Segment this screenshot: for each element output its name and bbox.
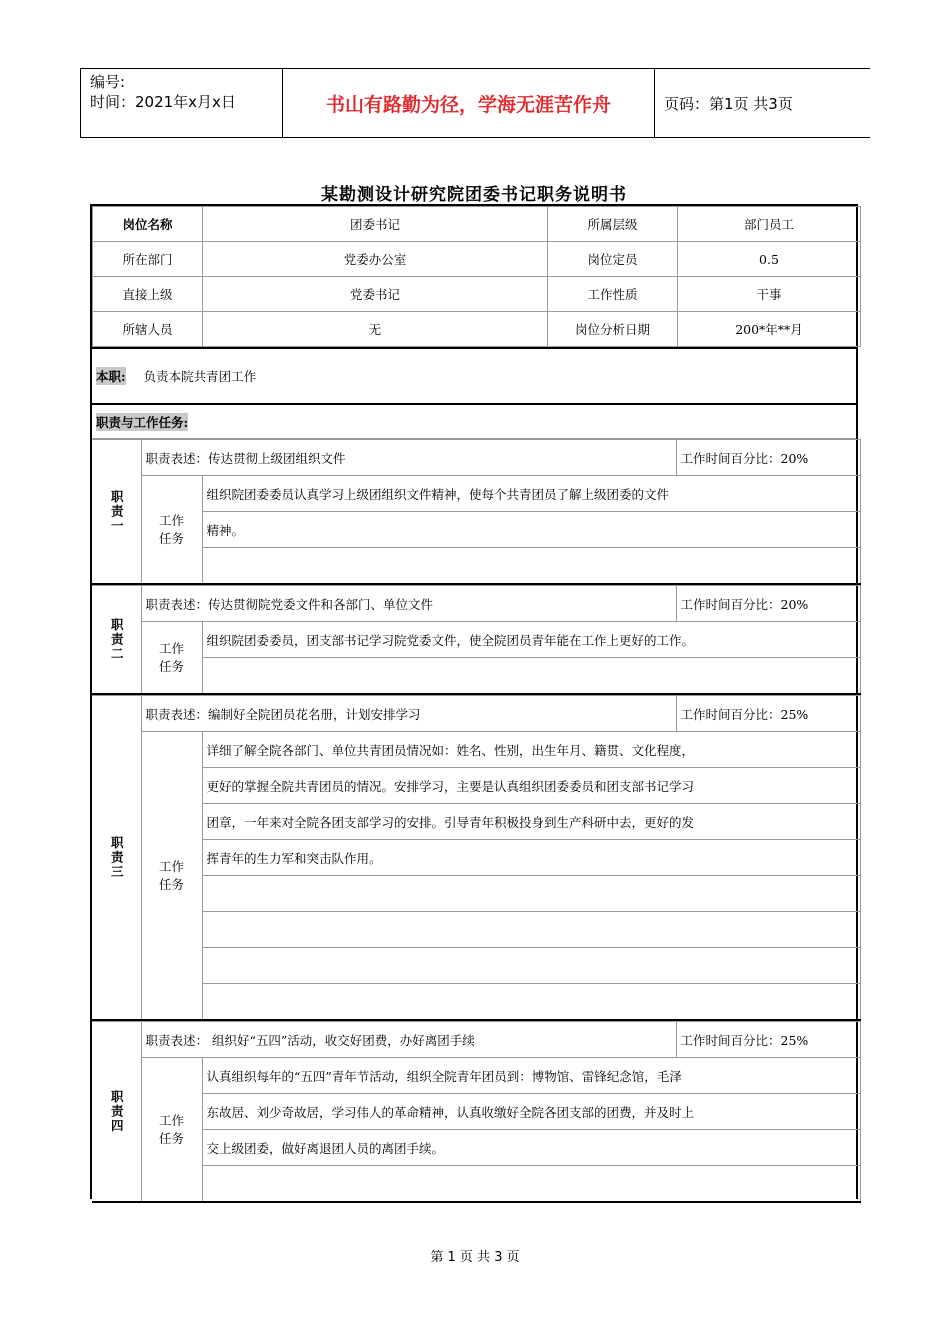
- benzhi-text: 负责本院共青团工作: [143, 369, 257, 384]
- task-line: 交上级团委，做好离退团人员的离团手续。: [202, 1130, 860, 1166]
- task-line: [202, 948, 860, 984]
- task-line: [202, 1166, 860, 1203]
- task-line: 认真组织每年的“五四”青年节活动，组织全院青年团员到：博物馆、雷锋纪念馆，毛泽: [202, 1058, 860, 1094]
- task-line: 组织院团委委员，团支部书记学习院党委文件，使全院团员青年能在工作上更好的工作。: [202, 622, 860, 658]
- task-label-text: 工作任务: [158, 640, 184, 674]
- header-meta: [80, 69, 283, 137]
- task-line: [202, 912, 860, 948]
- info-label: 岗位分析日期: [548, 312, 678, 347]
- info-value: 团委书记: [203, 207, 548, 242]
- page-footer: 第 1 页 共 3 页: [430, 1250, 520, 1265]
- duty-label: 职责一: [92, 440, 141, 585]
- benzhi-label: 本职:: [96, 369, 126, 384]
- duty-percent: 工作时间百分比：20%: [676, 586, 860, 622]
- number-label: 编号:: [90, 73, 126, 91]
- info-value: 200*年**月: [678, 312, 861, 347]
- info-value: 0.5: [678, 242, 861, 277]
- duty-label: 职责二: [92, 586, 141, 695]
- info-row: [93, 242, 861, 277]
- task-line: 详细了解全院各部门、单位共青团员情况如：姓名、性别，出生年月、籍贯、文化程度，: [202, 732, 860, 768]
- task-line: [202, 984, 860, 1021]
- duty-percent: 工作时间百分比：20%: [676, 440, 860, 476]
- duty-block: [92, 439, 861, 585]
- duty-label: 职责四: [92, 1022, 141, 1203]
- duty-percent: 工作时间百分比：25%: [676, 696, 860, 732]
- task-label-text: 工作任务: [158, 512, 184, 546]
- task-line: [202, 876, 860, 912]
- info-value: 党委书记: [203, 277, 548, 312]
- duty-percent: 工作时间百分比：25%: [676, 1022, 860, 1058]
- page-header: [80, 68, 870, 138]
- info-label: 所属层级: [548, 207, 678, 242]
- info-label: 岗位名称: [93, 207, 203, 242]
- task-label: [141, 1058, 202, 1203]
- job-description-form: [90, 204, 858, 1199]
- duty-statement: 职责表述： 组织好“五四”活动，收交好团费，办好离团手续: [141, 1022, 676, 1058]
- info-value: 无: [203, 312, 548, 347]
- task-line: 精神。: [202, 512, 860, 548]
- duty-block: [92, 1021, 861, 1203]
- task-line: 组织院团委委员认真学习上级团组织文件精神，使每个共青团员了解上级团委的文件: [202, 476, 860, 512]
- info-label: 所在部门: [93, 242, 203, 277]
- info-label: 工作性质: [548, 277, 678, 312]
- time-label: 时间：2021年x月x日: [90, 93, 236, 111]
- task-label: [141, 732, 202, 1021]
- duty-block: [92, 585, 861, 695]
- task-line: 挥青年的生力军和突击队作用。: [202, 840, 860, 876]
- info-label: 岗位定员: [548, 242, 678, 277]
- task-label: [141, 476, 202, 585]
- header-page-code: 页码：第1页 共3页: [664, 94, 793, 113]
- task-line: 团章，一年来对全院各团支部学习的安排。引导青年积极投身到生产科研中去，更好的发: [202, 804, 860, 840]
- info-table: [92, 206, 861, 347]
- info-value: 党委办公室: [203, 242, 548, 277]
- task-line: 更好的掌握全院共青团员的情况。安排学习，主要是认真组织团委委员和团支部书记学习: [202, 768, 860, 804]
- info-row: [93, 312, 861, 347]
- task-line: [202, 658, 860, 695]
- document-title: 某勘测设计研究院团委书记职务说明书: [321, 185, 627, 205]
- duties-list: [92, 439, 856, 1203]
- task-label-text: 工作任务: [158, 1112, 184, 1146]
- benzhi-section: [92, 347, 856, 405]
- info-value: 干事: [678, 277, 861, 312]
- info-label: 所辖人员: [93, 312, 203, 347]
- duty-label: 职责三: [92, 696, 141, 1021]
- info-value: 部门员工: [678, 207, 861, 242]
- task-line: [202, 548, 860, 585]
- duty-statement: 职责表述：传达贯彻上级团组织文件: [141, 440, 676, 476]
- duties-header: [92, 405, 856, 439]
- task-label-text: 工作任务: [158, 858, 184, 892]
- info-label: 直接上级: [93, 277, 203, 312]
- duties-header-label: 职责与工作任务:: [96, 414, 189, 430]
- task-label: [141, 622, 202, 695]
- duty-statement: 职责表述：编制好全院团员花名册，计划安排学习: [141, 696, 676, 732]
- info-row: [93, 277, 861, 312]
- duty-statement: 职责表述：传达贯彻院党委文件和各部门、单位文件: [141, 586, 676, 622]
- task-line: 东故居、刘少奇故居，学习伟人的革命精神，认真收缴好全院各团支部的团费，并及时上: [202, 1094, 860, 1130]
- header-motto: 书山有路勤为径，学海无涯苦作舟: [283, 69, 655, 137]
- duty-block: [92, 695, 861, 1021]
- info-row: [93, 207, 861, 242]
